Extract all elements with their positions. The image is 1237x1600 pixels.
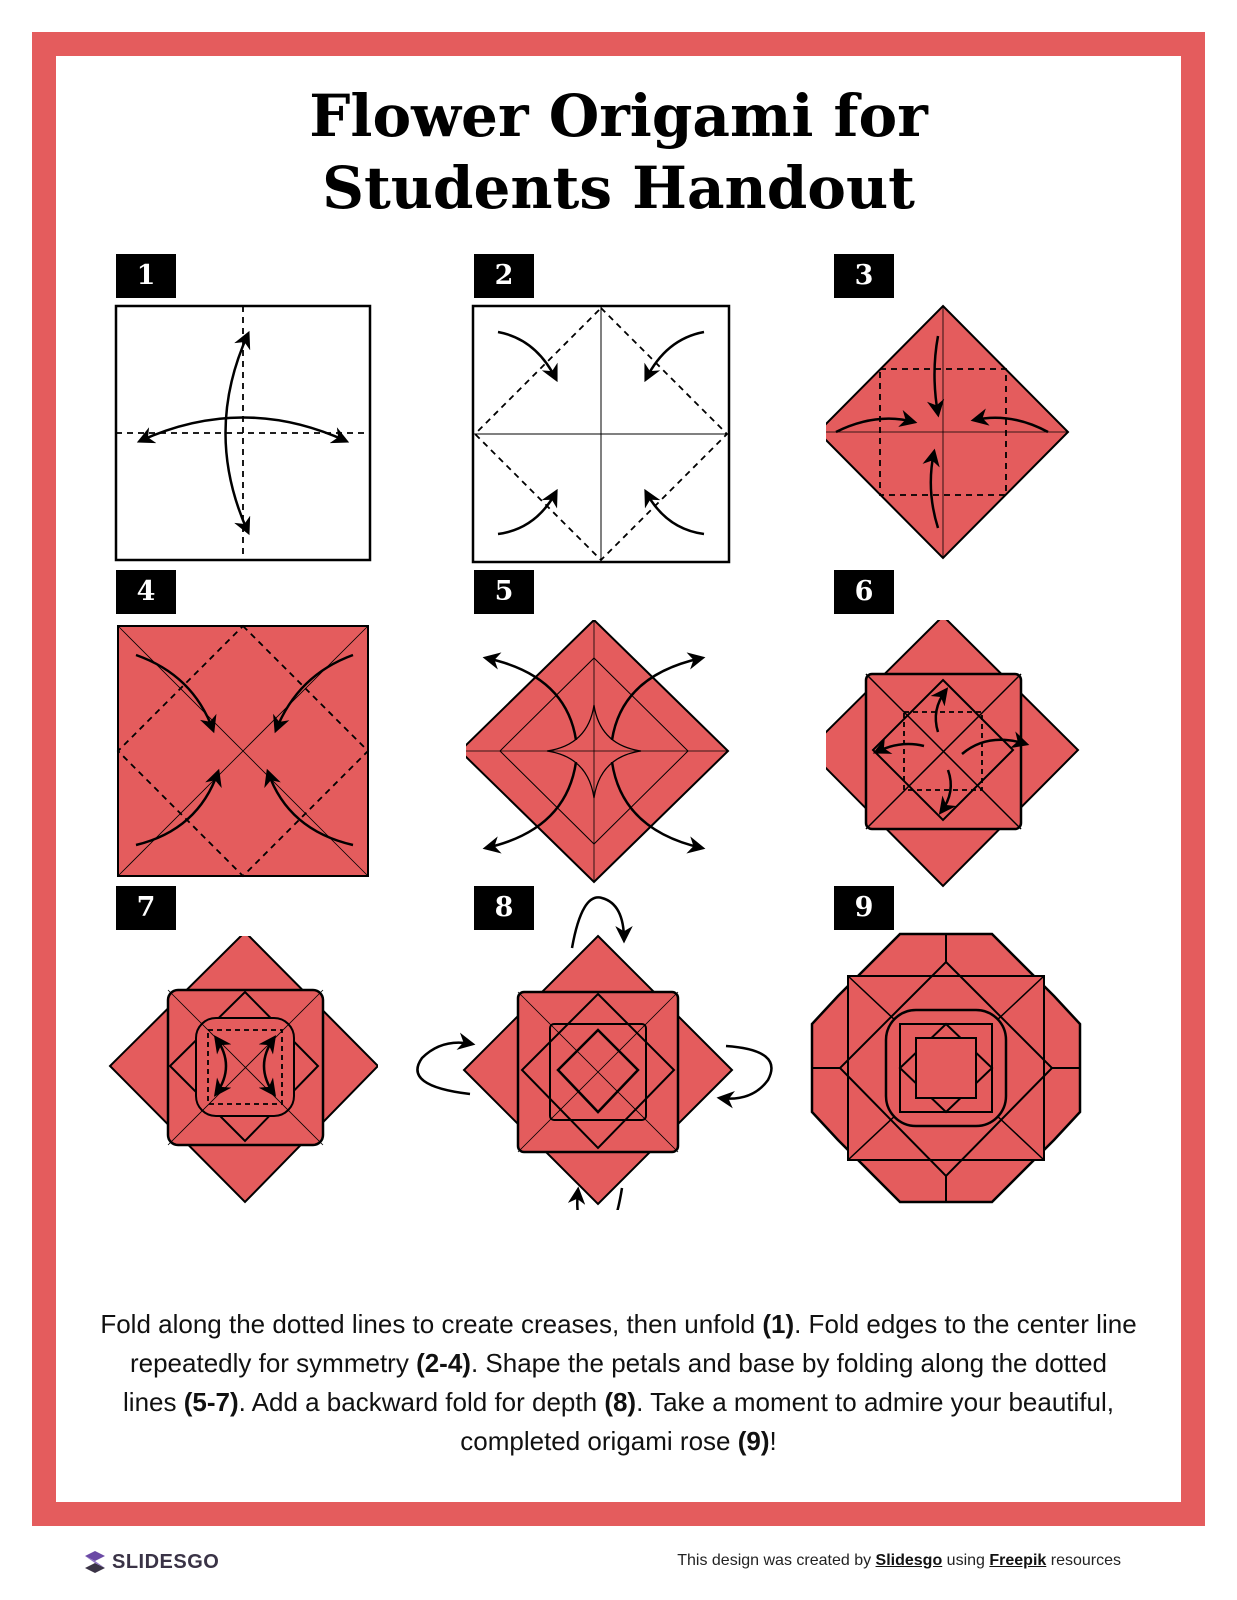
step-reference: (5-7) [183, 1387, 239, 1417]
step-4-diagram [108, 620, 378, 882]
step-number-badge: 7 [116, 886, 176, 930]
instruction-segment: ! [769, 1426, 777, 1456]
step-3 [826, 254, 1126, 570]
step-number-badge: 2 [474, 254, 534, 298]
step-reference: (8) [604, 1387, 637, 1417]
instruction-segment: . Take a moment to admire your beautiful, completed origami rose [460, 1387, 1114, 1456]
step-number-badge: 9 [834, 886, 894, 930]
step-1 [108, 254, 408, 570]
step-8 [412, 886, 792, 1202]
step-reference: (2-4) [416, 1348, 471, 1378]
step-number-badge: 4 [116, 570, 176, 614]
step-number-badge: 6 [834, 570, 894, 614]
instruction-segment: Fold along the dotted lines to create creases, then unfold [100, 1309, 763, 1339]
step-number-badge: 8 [474, 886, 534, 930]
step-9-diagram [808, 932, 1084, 1208]
step-5-diagram [466, 620, 736, 888]
slidesgo-logo[interactable] [84, 1550, 219, 1574]
step-6 [826, 570, 1126, 886]
step-6-diagram [826, 620, 1096, 892]
step-8-diagram [412, 890, 782, 1210]
instruction-segment: . Shape the petals and base by folding along the dotted lines [123, 1348, 1108, 1417]
step-2-diagram [466, 304, 736, 566]
step-number-badge: 3 [834, 254, 894, 298]
logo-text: SLIDESGO [112, 1550, 220, 1573]
step-3-diagram [826, 304, 1096, 566]
instruction-segment: . Add a backward fold for depth [238, 1387, 605, 1417]
step-1-diagram [108, 304, 378, 564]
step-reference: (1) [762, 1309, 795, 1339]
step-number-badge: 1 [116, 254, 176, 298]
title-line-1: Flower Origami for [309, 82, 928, 150]
credit-suffix: resources [1046, 1552, 1121, 1569]
title-line-2: Students Handout [322, 154, 915, 222]
credit-prefix: This design was created by [677, 1552, 876, 1569]
step-reference: (9) [737, 1426, 770, 1456]
instruction-segment: . Fold edges to the center line repeatedly for symmetry [129, 1309, 1137, 1378]
credit-middle: using [942, 1552, 990, 1569]
instructions-text [100, 1305, 1137, 1461]
slidesgo-logo-icon [84, 1550, 106, 1574]
step-7 [108, 886, 408, 1202]
slidesgo-link[interactable]: Slidesgo [875, 1552, 943, 1569]
step-number-badge: 5 [474, 570, 534, 614]
page-title [56, 80, 1181, 224]
step-7-diagram [108, 936, 378, 1208]
step-4 [108, 570, 408, 886]
freepik-link[interactable]: Freepik [989, 1552, 1047, 1569]
step-9 [826, 886, 1126, 1202]
credit-line [677, 1552, 1121, 1570]
step-5 [466, 570, 766, 886]
step-2 [466, 254, 766, 570]
